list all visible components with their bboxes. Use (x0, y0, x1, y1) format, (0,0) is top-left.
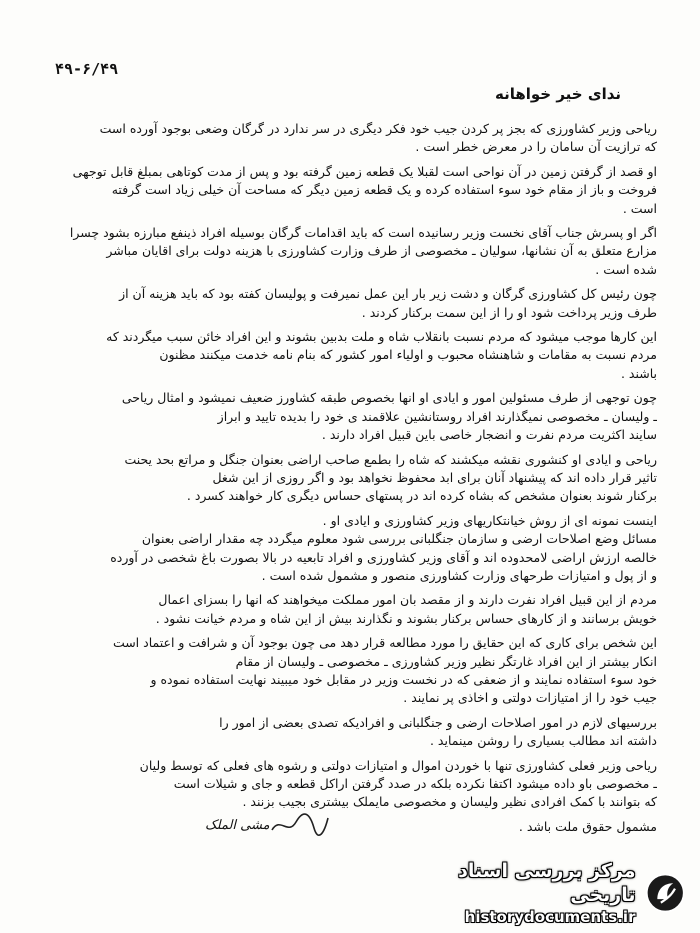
paragraph (42, 120, 657, 157)
paragraph (42, 818, 657, 836)
text-line: اینست نمونه ای از روش خیانتکاریهای وزیر کشاورزی و ایادی او . (322, 512, 657, 528)
text-line: ـ ولیسان ـ مخصوصی نمیگذارند افراد روستانشین علاقمند ی خود را بدیده تایید و ابراز (217, 408, 657, 424)
paragraph (42, 451, 657, 506)
text-line: داشته اند مطالب بسیاری را روشن مینماید . (429, 733, 657, 749)
text-line: خود سوء استفاده نمایند و از ضعفی که در نخست وزیر در مقابل خود میبیند نهایت استفاده نموده و (150, 671, 657, 687)
paragraph (42, 163, 657, 218)
text-line: ریاحی و ایادی او کنشوری نقشه میکشند که شاه را بطمع صاحب اراضی بعنوان جنگل و مراتع بحد یحنت (124, 451, 657, 467)
paragraph (42, 389, 657, 444)
text-line: تاثیر قرار داده اند که پیشنهاد آنان برای ابد محفوظ نخواهد بود و اگر روزی از این شغل (212, 469, 657, 485)
signature-scribble-icon (270, 808, 330, 838)
text-line: مسائل وضع اصلاحات ارضی و سازمان جنگلبانی بررسی شود معلوم میگردد چه مقدار اراضی بعنوان (141, 531, 657, 547)
paragraph (42, 757, 657, 812)
text-line: طرف وزیر پرداخت شود او را از این سمت برکنار کردند . (361, 304, 657, 320)
text-line: این کارها موجب میشود که مردم نسبت بانقلاب شاه و ملت بدبین بشوند و این افراد خائن سبب میگردند که (106, 329, 657, 345)
text-line: شده است . (595, 261, 657, 277)
text-line: ریاحی وزیر کشاورزی که بجز پر کردن جیب خود فکر دیگری در سر ندارد در گرگان وضعی بوجود آورده است (99, 121, 657, 136)
document-body (42, 120, 657, 842)
paragraph (42, 634, 657, 708)
text-line: او قصد از گرفتن زمین در آن نواحی است لقبلا یک قطعه زمین گرفته بود و پس از مدت کوتاهی بمبلغ قابل توجهی (72, 163, 657, 179)
text-line: و از پول و امتیازات طرحهای وزارت کشاورزی منصور و مشمول شده است . (261, 567, 657, 583)
watermark-title: مرکز بررسی اسناد تاریخی (458, 860, 636, 906)
text-line: چون رئیس کل کشاورزی گرگان و دشت زیر بار این عمل نمیرفت و پولیسان کفته بود که باید هزینه آن از (119, 286, 657, 302)
watermark-url: historydocuments.ir (464, 908, 636, 926)
document-header: ندای خیر خواهانه (495, 85, 622, 103)
text-line: فروخت و باز از مقام خود سوء استفاده کرده و یک قطعه زمین دیگر که مساحت آن خیلی زیاد است گرفته (111, 182, 657, 198)
text-line: خویش برسانند و از کارهای حساس برکنار بشوند و نگذارند بیش از این شاه و مردم خیانت نشود . (155, 610, 657, 626)
document-number: ۴۹-۶/۴۹ (55, 60, 119, 78)
text-line: چون توجهی از طرف مسئولین امور و ایادی او انها بخصوص طبقه کشاورز ضعیف نمیشود و امثال ریاحی (121, 390, 657, 406)
watermark (416, 860, 686, 926)
paragraph (42, 285, 657, 322)
text-line: مردم نسبت به مقامات و شاهنشاه محبوب و اولیاء امور کشور که بنام نامه خدمت میکنند مظنون (159, 347, 657, 363)
text-line: است . (622, 200, 657, 216)
text-line: مشمول حقوق ملت باشد . (518, 818, 657, 834)
text-line: ریاحی وزیر فعلی کشاورزی تنها با خوردن اموال و امتیازات دولتی و رشوه های فعلی که توسط ولیان (139, 757, 657, 773)
text-line: که بتوانند با کمک افرادی نظیر ولیسان و مخصوصی مایملک بیشتری بجیب بزنند . (242, 794, 657, 810)
text-line: باشند . (620, 365, 657, 381)
text-line: انکار بیشتر از این افراد غارتگر نظیر وزیر کشاورزی ـ مخصوصی ـ ولیسان از مقام (235, 653, 657, 669)
paragraph (42, 591, 657, 628)
text-line: سایند اکثریت مردم نفرت و انضجار خاصی باین قبیل افراد دارند . (321, 427, 657, 443)
text-line: مردم از این قبیل افراد نفرت دارند و از مقصد بان امور مملکت میخواهند که انها را بسزای اعمال (158, 592, 657, 608)
text-line: بررسیهای لازم در امور اصلاحات ارضی و جنگلبانی و افرادیکه تصدی بعضی از امور را (219, 714, 657, 730)
paragraph (42, 512, 657, 586)
archive-logo-icon (645, 870, 686, 916)
text-line: مزارع متعلق به آن نشانها، سولیان ـ مخصوصی از طرف وزارت کشاورزی با هزینه دولت برای اقایان مباشر (106, 243, 657, 259)
text-line: ـ مخصوصی باو داده میشود اکتفا نکرده بلکه در صدد گرفتن اراکل قطعه و جای و شیلات است (173, 776, 657, 791)
text-line: جیب خود را از امتیازات دولتی و اخاذی پر نمایند . (403, 690, 657, 706)
text-line: این شخص برای کاری که این حقایق را مورد مطالعه قرار دهد می چون بوجود آن و شرافت و اعتماد است (112, 635, 657, 651)
text-line: خالصه ارزش اراضی لامحدوده اند و آقای وزیر کشاورزی و افراد تابعیه در بالا بصورت باغ شخصی در آورده (110, 549, 657, 565)
signature: مشی الملک (205, 818, 270, 833)
text-line: که ترازیت آن سامان را در معرض خطر است . (415, 139, 657, 155)
text-line: برکنار شوند بعنوان مشخص که بشاه کرده اند در پستهای حساس دیگری کار خواهند کسرد . (186, 488, 657, 504)
paragraph (42, 328, 657, 383)
paragraph (42, 714, 657, 751)
paragraph (42, 224, 657, 279)
text-line: اگر او پسرش جناب آقای نخست وزیر رسانیده است که باید اقدامات گرگان بوسیله افراد ذینفع مبارزه بشود چسرا (69, 225, 657, 241)
